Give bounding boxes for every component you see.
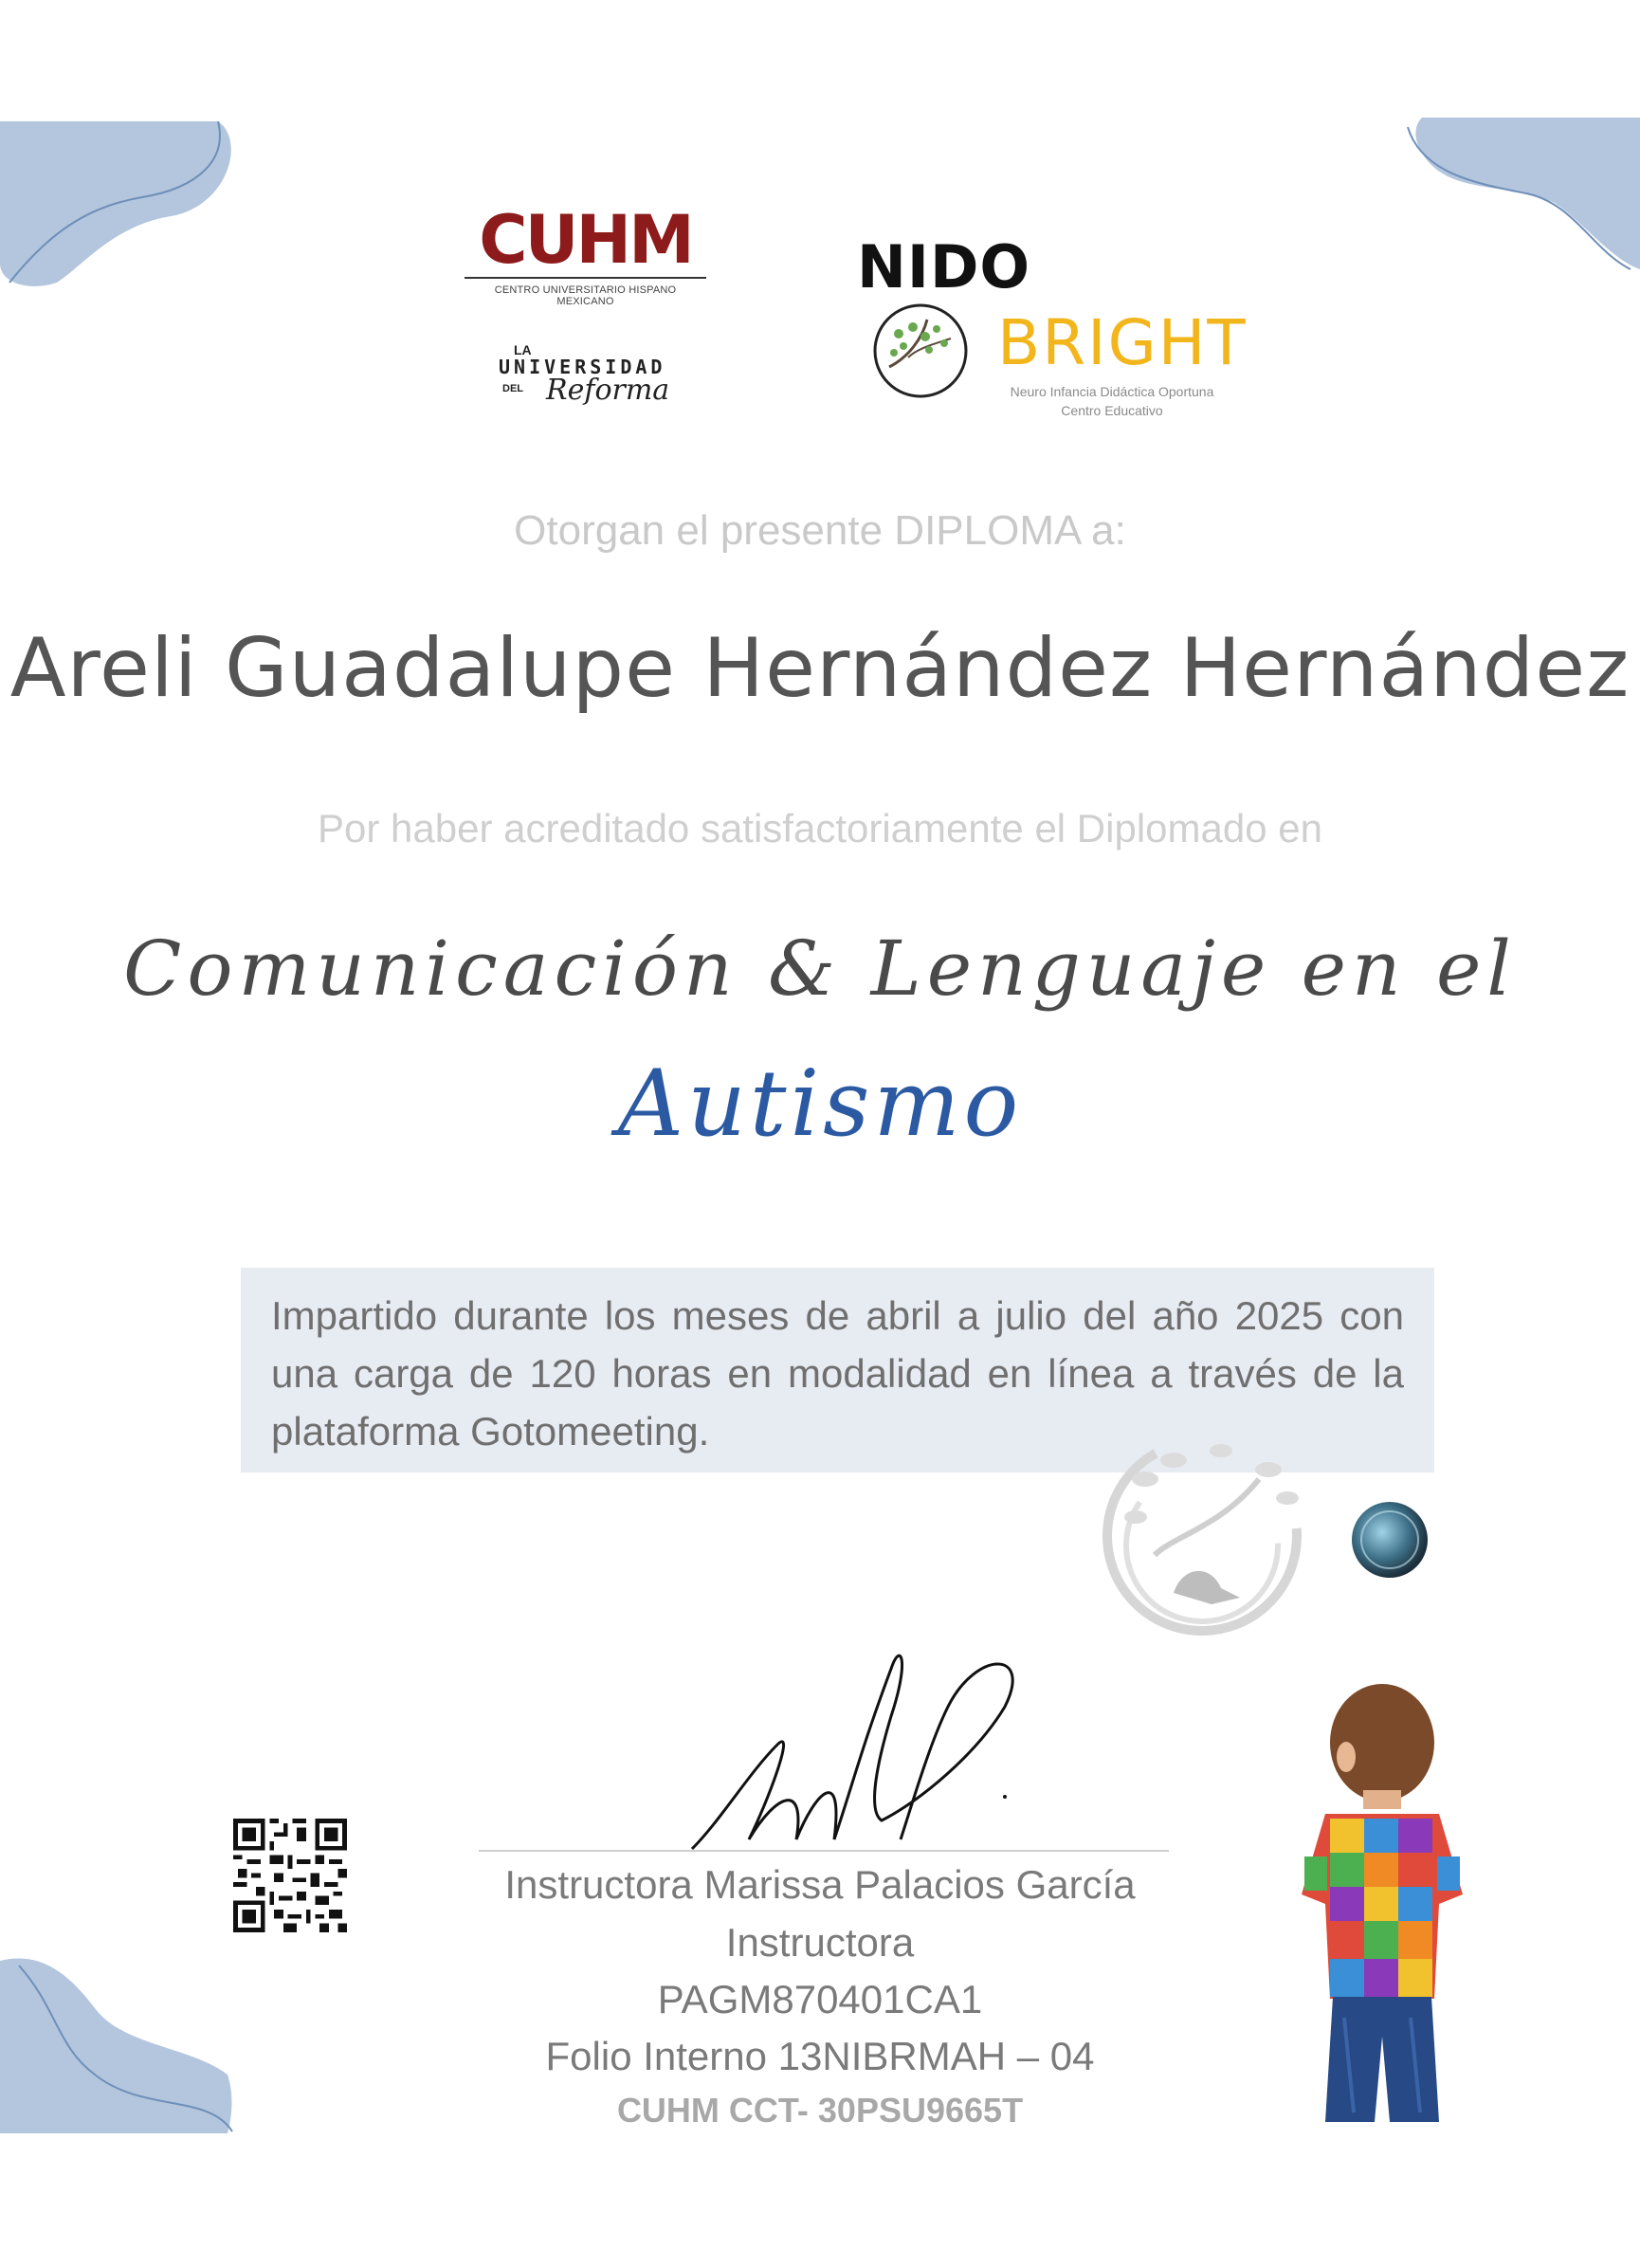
nido-logo-tagline-1: Neuro Infancia Didáctica Oportuna: [1010, 384, 1214, 399]
recipient-name: Areli Guadalupe Hernández Hernández: [9, 621, 1631, 716]
cuhm-logo-word: CUHM: [479, 201, 692, 279]
tree-circle-icon: [870, 301, 971, 401]
nido-logo-tagline: [993, 382, 1230, 420]
reason-text: Por haber acreditado satisfactoriamente el Diplomado en: [318, 806, 1322, 850]
nido-logo-tagline-2: Centro Educativo: [1061, 403, 1163, 418]
cuhm-logo-subtitle: CENTRO UNIVERSITARIO HISPANO MEXICANO: [465, 277, 706, 307]
cuhm-logo-universidad: UNIVERSIDAD: [499, 356, 666, 378]
instructor-rfc: PAGM870401CA1: [657, 1977, 983, 2021]
description-text: Impartido durante los meses de abril a julio del año 2025 con una carga de 120 horas en modalidad en línea a través de la plataforma Gotomeeting.: [271, 1293, 1404, 1454]
course-title-line-2: Autismo: [617, 1051, 1023, 1157]
signature-line: [479, 1850, 1169, 1852]
qr-code-icon[interactable]: [233, 1819, 347, 1932]
top-right-blob: [1403, 118, 1640, 274]
signature-icon: [664, 1631, 1100, 1858]
cct-code: CUHM CCT- 30PSU9665T: [616, 2091, 1024, 2130]
course-title-line-1: Comunicación & Lenguaje en el: [123, 924, 1517, 1013]
hologram-icon: [1350, 1500, 1430, 1580]
cuhm-logo-la: LA: [514, 342, 532, 357]
nido-bright-logo: [853, 232, 1248, 422]
cuhm-logo-reforma: Reforma: [546, 374, 670, 407]
seal-icon: [1079, 1422, 1325, 1640]
cuhm-logo: [465, 201, 706, 444]
instructor-role: Instructora: [725, 1920, 915, 1965]
bright-logo-word: BRIGHT: [997, 306, 1248, 379]
grant-text: Otorgan el presente DIPLOMA a:: [514, 507, 1126, 554]
nido-logo-word: NIDO: [857, 232, 1031, 302]
cuhm-logo-del: DEL: [502, 383, 523, 394]
top-left-blob: [0, 121, 237, 287]
instructor-name: Instructora Marissa Palacios García: [504, 1862, 1136, 1907]
folio-number: Folio Interno 13NIBRMAH – 04: [545, 2034, 1095, 2078]
boy-illustration: [1287, 1676, 1477, 2122]
